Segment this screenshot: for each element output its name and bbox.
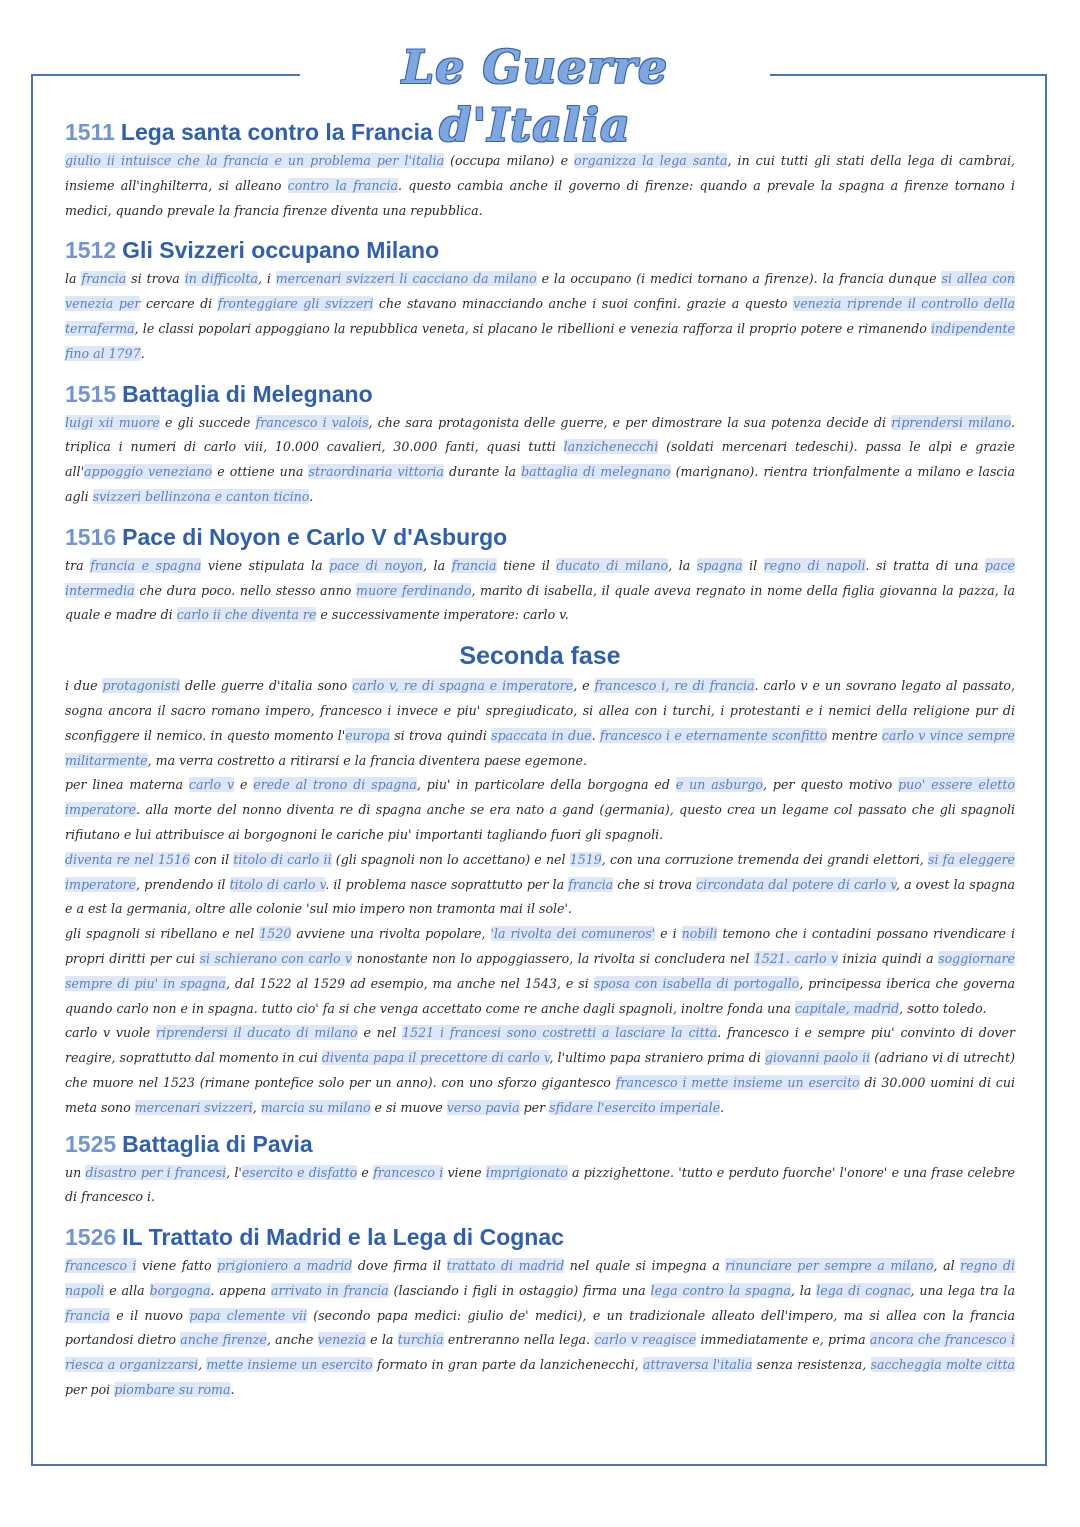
text-run: . carlo v e un sovrano legato al passato, sogna ancora il sacro romano impero, francesco i invece e piu' spregiudicato, si allea con i turchi, i protestanti e i nemici della religione pur di sconfiggere il nemico. in questo momento l' bbox=[65, 678, 1015, 743]
highlighted-text: francesco i mette insieme un esercito bbox=[615, 1074, 860, 1090]
section-title: Battaglia di Melegnano bbox=[122, 380, 373, 407]
section-1526 bbox=[65, 1220, 1015, 1409]
highlighted-text: regno di napoli bbox=[65, 1258, 1016, 1298]
text-run: il bbox=[742, 557, 764, 573]
text-run: a pizzighettone. 'tutto e perduto fuorche' l'onore' e una frase celebre di francesco i. bbox=[65, 1164, 1015, 1205]
highlighted-text: sfidare l'esercito imperiale bbox=[549, 1099, 721, 1115]
text-run: inizia quindi a bbox=[838, 950, 939, 966]
text-run: e la occupano (i medici tornano a firenze). la francia dunque bbox=[536, 271, 942, 287]
highlighted-text: borgogna bbox=[149, 1282, 211, 1298]
section-title: Battaglia di Pavia bbox=[122, 1130, 313, 1157]
highlighted-text: spaccata in due bbox=[491, 727, 592, 743]
text-run: viene stipulata la bbox=[201, 557, 330, 573]
text-run: e bbox=[357, 1164, 374, 1180]
text-run: senza resistenza, bbox=[752, 1357, 871, 1373]
highlighted-text: titolo di carlo ii bbox=[233, 851, 332, 867]
second-phase-paragraphs bbox=[65, 674, 1015, 1120]
text-run: nel quale si impegna a bbox=[564, 1258, 726, 1274]
highlighted-text: turchia bbox=[397, 1332, 444, 1348]
highlighted-text: saccheggia molte citta bbox=[870, 1357, 1016, 1373]
text-run: . bbox=[720, 1099, 725, 1115]
highlighted-text: francesco i e eternamente sconfitto bbox=[599, 727, 828, 743]
text-run: e si muove bbox=[370, 1099, 447, 1115]
highlighted-text: francesco i, re di francia bbox=[594, 678, 755, 694]
text-run: carlo v vuole bbox=[65, 1025, 156, 1041]
text-run: e la bbox=[365, 1332, 398, 1348]
text-run: , la bbox=[668, 557, 697, 573]
highlighted-text: spagna bbox=[696, 557, 743, 573]
section-title: Gli Svizzeri occupano Milano bbox=[122, 237, 440, 264]
section-title: Pace di Noyon e Carlo V d'Asburgo bbox=[122, 523, 508, 550]
text-run: tra bbox=[65, 557, 91, 573]
text-run: , prendendo il bbox=[136, 876, 230, 892]
text-run: . il problema nasce soprattutto per la bbox=[325, 876, 569, 892]
highlighted-text: francesco i valois bbox=[255, 414, 369, 430]
highlighted-text: in difficolta bbox=[184, 271, 258, 287]
text-run: , ma verra costretto a ritirarsi e la francia diventera paese egemone. bbox=[147, 752, 587, 768]
text-run: gli spagnoli si ribellano e nel bbox=[65, 926, 260, 942]
text-run: (soldati mercenari tedeschi). passa le alpi e grazie all' bbox=[65, 439, 1015, 480]
highlighted-text: francia bbox=[451, 557, 497, 573]
text-run: e bbox=[234, 777, 254, 793]
text-run: si trova quindi bbox=[389, 727, 492, 743]
highlighted-text: carlo v bbox=[188, 777, 235, 793]
text-run: , bbox=[252, 1099, 261, 1115]
highlighted-text: straordinaria vittoria bbox=[308, 464, 444, 480]
highlighted-text: venezia bbox=[317, 1332, 366, 1348]
highlighted-text: carlo v reagisce bbox=[594, 1332, 697, 1348]
text-run: . questo cambia anche il governo di firenze: quando a prevale la spagna a firenze tornano i medici, quando prevale la francia firenze diventa una repubblica. bbox=[65, 177, 1015, 218]
highlighted-text: battaglia di melegnano bbox=[521, 464, 671, 480]
text-run: , la bbox=[790, 1282, 817, 1298]
highlighted-text: la francia e un problema per l'italia bbox=[205, 153, 445, 168]
highlighted-text: nobili bbox=[681, 926, 718, 942]
text-run: (occupa milano) e bbox=[444, 153, 575, 168]
paragraph bbox=[65, 411, 1015, 510]
text-run: , anche bbox=[266, 1332, 318, 1348]
text-run: e il nuovo bbox=[109, 1307, 190, 1323]
text-run: . triplica i numeri di carlo viii, 10.000 cavalieri, 30.000 fanti, quasi tutti bbox=[65, 414, 1016, 455]
early-sections bbox=[65, 115, 1015, 634]
highlighted-text: protagonisti bbox=[102, 678, 181, 694]
highlighted-text: mette insieme un esercito bbox=[206, 1357, 373, 1373]
highlighted-text: pace intermedia bbox=[65, 557, 1015, 598]
highlighted-text: ancora che francesco i riesca a organizzarsi bbox=[65, 1332, 1016, 1373]
text-run: , l' bbox=[226, 1164, 242, 1180]
highlighted-text: carlo v vince sempre militarmente bbox=[65, 727, 1016, 768]
highlighted-text: 1521 i francesi sono costretti a lasciare la citta bbox=[402, 1025, 718, 1041]
highlighted-text: francesco i bbox=[373, 1164, 444, 1180]
text-run: (secondo papa medici: giulio de' medici), e un tradizionale alleato dell'impero, ma si allea con la francia portandosi dietro bbox=[65, 1307, 1015, 1348]
text-run: viene fatto bbox=[136, 1258, 218, 1274]
text-run: delle guerre d'italia sono bbox=[180, 678, 353, 694]
section-1515 bbox=[65, 377, 1015, 516]
text-run: avviene una rivolta popolare, bbox=[291, 926, 491, 942]
section-heading bbox=[65, 115, 1015, 149]
highlighted-text: lanzichenecchi bbox=[563, 439, 659, 455]
text-run: . bbox=[230, 1382, 235, 1398]
highlighted-text: prigioniero a madrid bbox=[217, 1258, 353, 1274]
highlighted-text: carlo ii che diventa re bbox=[176, 607, 317, 623]
highlighted-text: lega di cognac bbox=[816, 1282, 911, 1298]
highlighted-text: imprigionato bbox=[485, 1164, 568, 1180]
text-run: . si tratta di una bbox=[865, 557, 985, 573]
text-run: per linea materna bbox=[65, 777, 189, 793]
text-run: per bbox=[519, 1099, 550, 1115]
text-run: , marito di isabella, il quale aveva regnato in nome della figlia giovanna la pazza, la quale e madre di bbox=[65, 582, 1015, 623]
section-1512 bbox=[65, 233, 1015, 372]
highlighted-text: luigi xii muore bbox=[65, 414, 160, 430]
highlighted-text: circondata dal potere di carlo v bbox=[696, 876, 896, 892]
text-run: , con una corruzione tremenda dei grandi elettori, bbox=[601, 851, 928, 867]
text-run: entreranno nella lega. bbox=[443, 1332, 595, 1348]
text-run: e ottiene una bbox=[212, 464, 309, 480]
highlighted-text: fronteggiare gli svizzeri bbox=[217, 296, 374, 312]
section-year: 1516 bbox=[65, 523, 117, 550]
text-run: (lasciando i figli in ostaggio) firma una bbox=[388, 1282, 651, 1298]
text-run: che dura poco. nello stesso anno bbox=[134, 582, 357, 598]
highlighted-text: marcia su milano bbox=[260, 1099, 371, 1115]
text-run: , a ovest la spagna e a est la germania, oltre alle colonie 'sul mio impero non tramonta mai il sole'. bbox=[65, 876, 1015, 917]
second-phase-heading: Seconda fase bbox=[459, 642, 621, 671]
section-heading bbox=[65, 1220, 1015, 1254]
highlighted-text: francia e spagna bbox=[90, 557, 202, 573]
highlighted-text: giulio ii intuisce che bbox=[65, 153, 206, 168]
text-run: . bbox=[140, 345, 145, 361]
text-run: , piu' in particolare della borgogna ed bbox=[416, 777, 676, 793]
text-run: e gli succede bbox=[159, 414, 256, 430]
highlighted-text: carlo v, re di spagna e imperatore bbox=[352, 678, 574, 694]
highlighted-text: organizza la lega santa bbox=[574, 153, 728, 168]
paragraph bbox=[65, 674, 1015, 773]
section-year: 1525 bbox=[65, 1130, 117, 1157]
text-run: , che sara protagonista delle guerre, e per dimostrare la sua potenza decide di bbox=[368, 414, 892, 430]
highlighted-text: papa clemente vii bbox=[189, 1307, 307, 1323]
text-run: , principessa iberica che governa quando carlo non e in spagna. tutto cio' fa si che venga accettato come re anche dagli spagnoli, inoltre fonda una bbox=[65, 975, 1016, 1016]
highlighted-text: mercenari svizzeri bbox=[134, 1099, 253, 1115]
highlighted-text: venezia riprende il controllo della terraferma bbox=[65, 296, 1015, 336]
highlighted-text: esercito e disfatto bbox=[241, 1164, 358, 1180]
text-run: tiene il bbox=[496, 557, 557, 573]
second-phase bbox=[65, 638, 1015, 1120]
highlighted-text: erede al trono di spagna bbox=[253, 777, 417, 793]
paragraph bbox=[65, 848, 1015, 922]
text-run: . francesco i e sempre piu' convinto di dover reagire, soprattutto dal momento in cui bbox=[65, 1025, 1016, 1066]
highlighted-text: muore ferdinando bbox=[356, 582, 472, 598]
highlighted-text: si schierano con carlo v bbox=[199, 950, 353, 966]
highlighted-text: sposa con isabella di portogallo bbox=[593, 975, 800, 991]
paragraph bbox=[65, 1021, 1015, 1120]
section-1511 bbox=[65, 115, 1015, 229]
text-run: , dal 1522 al 1529 ad esempio, ma anche nel 1543, e si bbox=[225, 975, 594, 991]
late-sections bbox=[65, 1127, 1015, 1409]
highlighted-text: 1521. carlo v bbox=[753, 950, 839, 966]
highlighted-text: regno di napoli bbox=[763, 557, 866, 573]
text-run: , sotto toledo. bbox=[899, 1000, 987, 1016]
highlighted-text: disastro per i francesi bbox=[85, 1164, 227, 1180]
text-run: . alla morte del nonno diventa re di spagna anche se era nato a gand (germania), questo crea un legame col passato che gli spagnoli rifiutano e lui attribuisce ai borgognoni le cariche piu' importanti tagliando fuori gli spagnoli. bbox=[65, 802, 1015, 842]
text-run: nonostante non lo appoggiassero, la rivolta si concludera nel bbox=[352, 950, 754, 966]
text-run: durante la bbox=[443, 464, 522, 480]
highlighted-text: si allea con venezia per bbox=[65, 271, 1015, 312]
text-run: un bbox=[65, 1164, 86, 1180]
text-run: cercare di bbox=[140, 296, 218, 312]
text-run: di 30.000 uomini di cui meta sono bbox=[65, 1074, 1015, 1115]
text-run: , in cui tutti gli stati della lega di cambrai, insieme all'inghilterra, si alleano bbox=[65, 153, 1015, 193]
highlighted-text: francia bbox=[81, 271, 127, 287]
text-run: mentre bbox=[827, 727, 882, 743]
highlighted-text: 1520 bbox=[259, 926, 292, 942]
text-run: che si trova bbox=[613, 876, 697, 892]
highlighted-text: ducato di milano bbox=[556, 557, 669, 573]
text-run: e nel bbox=[357, 1025, 403, 1041]
text-run: (adriano vi di utrecht) che muore nel 1523 (rimane pontefice solo per un anno). con uno sforzo gigantesco bbox=[65, 1050, 1016, 1090]
text-run: , al bbox=[933, 1258, 961, 1274]
paragraph bbox=[65, 922, 1015, 1021]
highlighted-text: soggiornare sempre di piu' in spagna bbox=[65, 950, 1016, 991]
text-run: e successivamente imperatore: carlo v. bbox=[316, 607, 569, 623]
text-run: immediatamente e, prima bbox=[696, 1332, 870, 1348]
highlighted-text: francesco i bbox=[65, 1258, 137, 1274]
highlighted-text: diventa re nel 1516 bbox=[65, 851, 191, 867]
highlighted-text: rinunciare per sempre a milano bbox=[725, 1258, 934, 1274]
section-heading bbox=[65, 520, 1015, 554]
text-run: , la bbox=[422, 557, 452, 573]
section-year: 1515 bbox=[65, 380, 117, 407]
section-heading bbox=[65, 233, 1015, 267]
highlighted-text: appoggio veneziano bbox=[84, 464, 213, 480]
text-run: per poi bbox=[65, 1382, 115, 1398]
text-run: , bbox=[198, 1357, 207, 1373]
text-run: , e bbox=[573, 678, 595, 694]
highlighted-text: giovanni paolo ii bbox=[764, 1050, 871, 1066]
text-run: i due bbox=[65, 678, 103, 694]
highlighted-text: e un asburgo bbox=[675, 777, 763, 793]
highlighted-text: pace di noyon bbox=[329, 557, 423, 573]
highlighted-text: mercenari svizzeri li cacciano da milano bbox=[275, 271, 537, 287]
text-run: la bbox=[65, 271, 82, 287]
highlighted-text: piombare su roma bbox=[114, 1382, 231, 1398]
text-run: dove firma il bbox=[352, 1258, 447, 1274]
section-heading bbox=[65, 1127, 1015, 1161]
section-title: IL Trattato di Madrid e la Lega di Cognac bbox=[122, 1224, 564, 1251]
paragraph bbox=[65, 554, 1015, 628]
highlighted-text: 'la rivolta dei comuneros' bbox=[490, 926, 656, 942]
section-heading bbox=[65, 377, 1015, 411]
highlighted-text: indipendente fino al 1797 bbox=[65, 320, 1015, 361]
text-run: . bbox=[591, 727, 600, 743]
section-year: 1512 bbox=[65, 237, 117, 264]
paragraph bbox=[65, 267, 1015, 366]
highlighted-text: lega contro la spagna bbox=[650, 1282, 791, 1298]
highlighted-text: attraversa l'italia bbox=[642, 1357, 753, 1373]
paragraph bbox=[65, 1161, 1015, 1211]
highlighted-text: anche firenze bbox=[180, 1332, 267, 1348]
text-run: , le classi popolari appoggiano la repubblica veneta, si placano le ribellioni e venezia rafforza il proprio potere e rimanendo bbox=[134, 320, 931, 336]
section-year: 1526 bbox=[65, 1224, 117, 1251]
highlighted-text: diventa papa il precettore di carlo v bbox=[321, 1050, 550, 1066]
paragraph bbox=[65, 149, 1015, 223]
highlighted-text: francia bbox=[568, 876, 614, 892]
highlighted-text: titolo di carlo v bbox=[229, 876, 326, 892]
text-run: , per questo motivo bbox=[763, 777, 899, 793]
text-run: e i bbox=[655, 926, 682, 942]
text-run: , l'ultimo papa straniero prima di bbox=[549, 1050, 765, 1066]
text-run: che stavano minacciando anche i suoi confini. grazie a questo bbox=[373, 296, 794, 312]
highlighted-text: verso pavia bbox=[446, 1099, 520, 1115]
highlighted-text: svizzeri bellinzona e canton ticino bbox=[92, 488, 310, 504]
highlighted-text: contro la francia bbox=[287, 177, 399, 193]
text-run: , i bbox=[257, 271, 276, 287]
text-run: viene bbox=[443, 1164, 486, 1180]
paragraph bbox=[65, 1254, 1015, 1403]
section-title: Lega santa contro la Francia bbox=[120, 119, 433, 145]
text-run: con il bbox=[190, 851, 234, 867]
highlighted-text: puo' essere eletto imperatore bbox=[65, 777, 1015, 818]
text-run: . appena bbox=[210, 1282, 271, 1298]
text-run: , una lega tra la bbox=[910, 1282, 1015, 1298]
highlighted-text: francia bbox=[65, 1307, 110, 1323]
notes-content bbox=[65, 115, 1015, 1413]
highlighted-text: capitale, madrid bbox=[794, 1000, 900, 1016]
highlighted-text: europa bbox=[345, 727, 390, 743]
text-run: (gli spagnoli non lo accettano) e nel bbox=[331, 851, 570, 867]
page-title: Le Guerre d'Italia bbox=[300, 38, 770, 154]
text-run: temono che i contadini possano rivendicare i propri diritti per cui bbox=[65, 926, 1016, 966]
paragraph bbox=[65, 773, 1015, 847]
section-1516 bbox=[65, 520, 1015, 634]
highlighted-text: riprendersi il ducato di milano bbox=[156, 1025, 358, 1041]
text-run: formato in gran parte da lanzichenecchi, bbox=[372, 1357, 643, 1373]
text-run: . bbox=[309, 488, 314, 504]
highlighted-text: trattato di madrid bbox=[446, 1258, 565, 1274]
highlighted-text: 1519 bbox=[569, 851, 602, 867]
text-run: (marignano). rientra trionfalmente a milano e lascia agli bbox=[65, 464, 1015, 504]
section-1525 bbox=[65, 1127, 1015, 1217]
highlighted-text: riprendersi milano bbox=[891, 414, 1011, 430]
text-run: e alla bbox=[104, 1282, 150, 1298]
section-year: 1511 bbox=[65, 119, 115, 145]
text-run: si trova bbox=[126, 271, 185, 287]
highlighted-text: si fa eleggere imperatore bbox=[65, 851, 1015, 892]
highlighted-text: arrivato in francia bbox=[271, 1282, 389, 1298]
